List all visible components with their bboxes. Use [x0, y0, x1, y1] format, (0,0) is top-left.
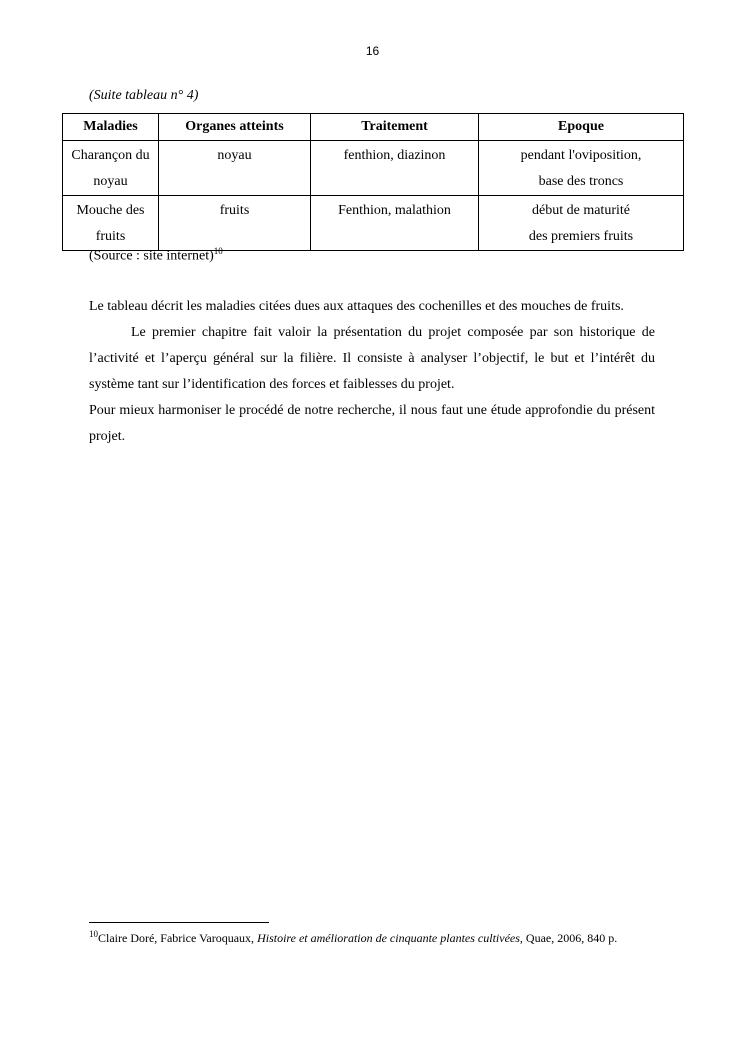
body-text — [89, 294, 655, 450]
cell-epoque — [479, 196, 684, 251]
cell-organes: noyau — [159, 141, 311, 196]
header-traitement: Traitement — [311, 114, 479, 141]
page-number: 16 — [365, 44, 380, 58]
cell-line: fruits — [95, 229, 126, 244]
footnote-reference[interactable]: 10 — [213, 246, 223, 256]
header-organes: Organes atteints — [159, 114, 311, 141]
cell-line: noyau — [93, 174, 128, 189]
cell-line: Mouche des — [76, 203, 145, 218]
cell-maladie — [63, 196, 159, 251]
cell-epoque — [479, 141, 684, 196]
footnote-publication: , Quae, 2006, 840 p. — [519, 931, 618, 945]
cell-line: pendant l'oviposition, — [520, 148, 642, 163]
cell-maladie — [63, 141, 159, 196]
cell-line: début de maturité — [532, 203, 630, 218]
paragraph: Pour mieux harmoniser le procédé de notre recherche, il nous faut une étude approfondie du présent projet. — [89, 403, 655, 444]
table-row — [63, 141, 684, 196]
source-text: (Source : site internet) — [89, 248, 214, 264]
table-row — [63, 196, 684, 251]
paragraph: Le tableau décrit les maladies citées dues aux attaques des cochenilles et des mouches de fruits. — [89, 299, 624, 314]
header-epoque: Epoque — [479, 114, 684, 141]
cell-traitement: Fenthion, malathion — [311, 196, 479, 251]
table-header-row — [63, 114, 684, 141]
footnote-authors: Claire Doré, Fabrice Varoquaux, — [98, 931, 258, 945]
cell-traitement: fenthion, diazinon — [311, 141, 479, 196]
footnote-title: Histoire et amélioration de cinquante plantes cultivées — [257, 931, 520, 945]
footnote-separator — [89, 922, 269, 923]
table-caption: (Suite tableau n° 4) — [89, 88, 199, 103]
diseases-table — [62, 113, 684, 251]
cell-line: des premiers fruits — [528, 229, 634, 244]
header-maladies: Maladies — [63, 114, 159, 141]
cell-line: Charançon du — [71, 148, 150, 163]
cell-line: base des troncs — [538, 174, 624, 189]
table-source — [89, 246, 223, 265]
paragraph: Le premier chapitre fait valoir la présentation du projet composée par son historique de l’activité et l’aperçu général sur la filière. Il consiste à analyser l’objectif, le but et l’intérêt du système tant sur l’identification des forces et faiblesses du projet. — [89, 325, 655, 392]
footnote-number: 10 — [89, 929, 98, 939]
cell-organes: fruits — [159, 196, 311, 251]
footnote — [89, 929, 617, 946]
